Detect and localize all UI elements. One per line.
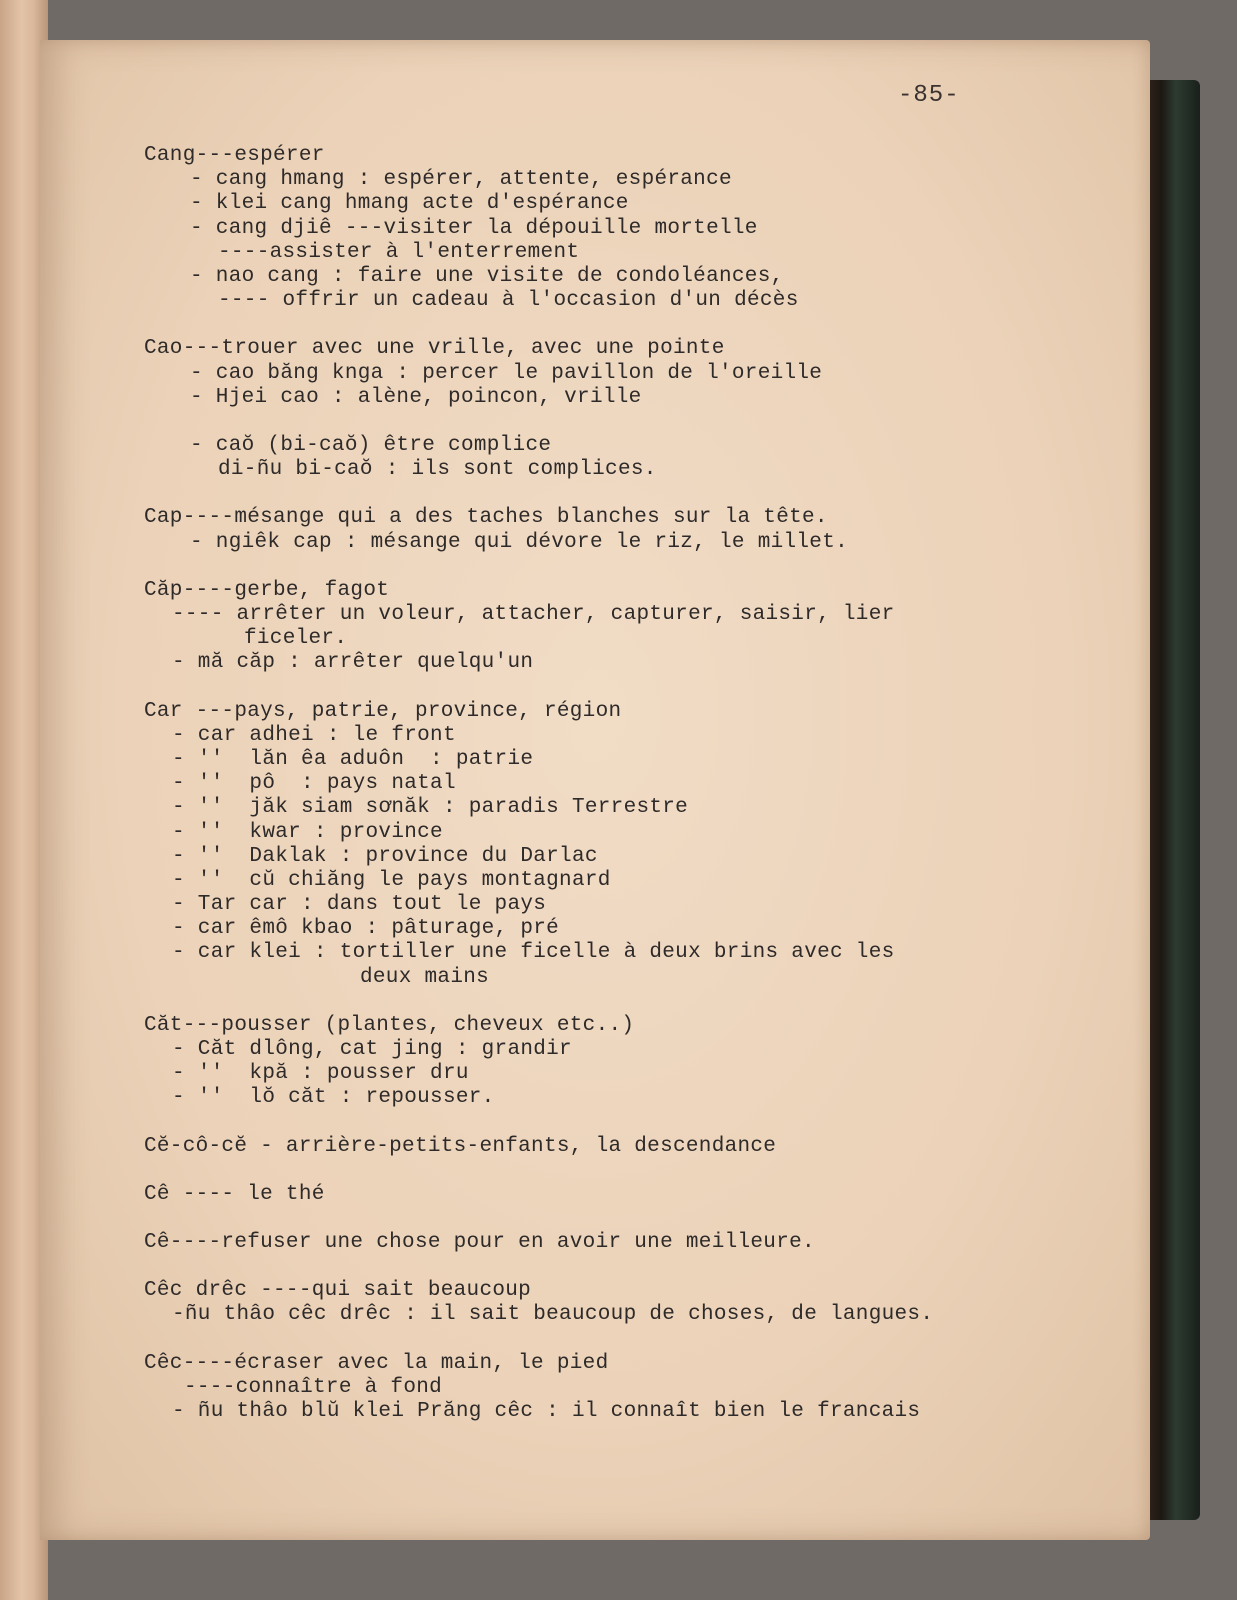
entry-gap xyxy=(144,1207,1124,1231)
entry-subline: - '' cŭ chiăng le pays montagnard xyxy=(172,868,611,892)
entry-gap xyxy=(144,1255,1124,1279)
entry-subline: - '' jăk siam sơnăk : paradis Terrestre xyxy=(172,796,689,820)
entry-gap xyxy=(144,482,1124,506)
dictionary-entry xyxy=(144,1183,1124,1207)
entry-subline: - cao băng knga : percer le pavillon de l'oreille xyxy=(190,361,823,385)
entry-subline: - '' kpă : pousser dru xyxy=(172,1062,469,1086)
entry-subline: - car adhei : le front xyxy=(172,723,456,747)
entry-subline: - mă căp : arrêter quelqu'un xyxy=(172,651,534,675)
entry-subline: ---- arrêter un voleur, attacher, capturer, saisir, lier xyxy=(172,603,895,626)
entry-subline: - car klei : tortiller une ficelle à deux brins avec les xyxy=(172,941,895,965)
entry-subline: - ñu thâo blŭ klei Prăng cêc : il connaît bien le francais xyxy=(172,1399,921,1423)
entry-subline: deux mains xyxy=(360,965,490,989)
dictionary-entry xyxy=(144,1352,1124,1425)
entry-subline: - cang hmang : espérer, attente, espérance xyxy=(190,168,732,192)
entry-subline: - '' lăn êa aduôn : patrie xyxy=(172,747,534,771)
dictionary-entry xyxy=(144,1135,1124,1159)
dictionary-entry xyxy=(144,144,1124,313)
dictionary-entry xyxy=(144,1014,1124,1111)
entry-subline: ---- offrir un cadeau à l'occasion d'un décès xyxy=(218,289,799,313)
entry-subline: - car êmô kbao : pâturage, pré xyxy=(172,917,560,941)
entry-gap xyxy=(144,555,1124,579)
entry-subline: - '' lŏ căt : repousser. xyxy=(172,1086,495,1110)
entry-subline: - cang djiê ---visiter la dépouille mortelle xyxy=(190,216,758,240)
entry-headword: Cê----refuser une chose pour en avoir une meilleure. xyxy=(144,1230,815,1254)
entry-gap xyxy=(144,1111,1124,1135)
entry-subline: di-ñu bi-caŏ : ils sont complices. xyxy=(218,458,657,482)
entry-headword: Căp----gerbe, fagot xyxy=(144,578,390,602)
entry-subline: ----assister à l'enterrement xyxy=(218,240,580,264)
entry-gap xyxy=(144,676,1124,700)
entry-headword: Car ---pays, patrie, province, région xyxy=(144,699,622,723)
entry-headword: Cĕ-cô-cĕ - arrière-petits-enfants, la descendance xyxy=(144,1134,777,1158)
entry-headword: Cang---espérer xyxy=(144,144,325,167)
entry-headword: Cêc drêc ----qui sait beaucoup xyxy=(144,1279,532,1303)
dictionary-entry xyxy=(144,579,1124,676)
entry-headword: Cêc----écraser avec la main, le pied xyxy=(144,1351,609,1375)
entry-gap xyxy=(144,1159,1124,1183)
entry-subline: - Hjei cao : alène, poincon, vrille xyxy=(190,385,642,409)
entry-gap xyxy=(144,1328,1124,1352)
entry-headword: Cê ---- le thé xyxy=(144,1182,325,1206)
dictionary-entry xyxy=(144,700,1124,990)
entry-subline: - nao cang : faire une visite de condoléances, xyxy=(190,264,784,288)
entry-headword: Cao---trouer avec une vrille, avec une pointe xyxy=(144,337,725,361)
entry-subline: - Tar car : dans tout le pays xyxy=(172,893,547,917)
entry-subline: - klei cang hmang acte d'espérance xyxy=(190,192,629,216)
page-number: -85- xyxy=(898,82,960,109)
entry-subline: ficeler. xyxy=(244,627,348,651)
entry-subline: -ñu thâo cêc drêc : il sait beaucoup de choses, de langues. xyxy=(172,1303,934,1327)
dictionary-entry xyxy=(144,1279,1124,1327)
dictionary-text xyxy=(144,144,1124,1424)
entry-subline: - '' pô : pays natal xyxy=(172,772,456,796)
entry-subline xyxy=(144,410,1124,434)
entry-headword: Căt---pousser (plantes, cheveux etc..) xyxy=(144,1013,635,1037)
dictionary-entry xyxy=(144,1231,1124,1255)
entry-gap xyxy=(144,313,1124,337)
dictionary-entry xyxy=(144,506,1124,554)
entry-subline: - '' Daklak : province du Darlac xyxy=(172,844,598,868)
entry-subline: - '' kwar : province xyxy=(172,820,443,844)
entry-subline: - ngiêk cap : mésange qui dévore le riz, le millet. xyxy=(190,530,849,554)
entry-subline: - Căt dlông, cat jing : grandir xyxy=(172,1038,572,1061)
entry-subline: - caŏ (bi-caŏ) être complice xyxy=(190,434,552,458)
dictionary-entry xyxy=(144,337,1124,482)
entry-headword: Cap----mésange qui a des taches blanches sur la tête. xyxy=(144,506,828,530)
entry-subline: ----connaître à fond xyxy=(184,1375,443,1399)
entry-gap xyxy=(144,990,1124,1014)
